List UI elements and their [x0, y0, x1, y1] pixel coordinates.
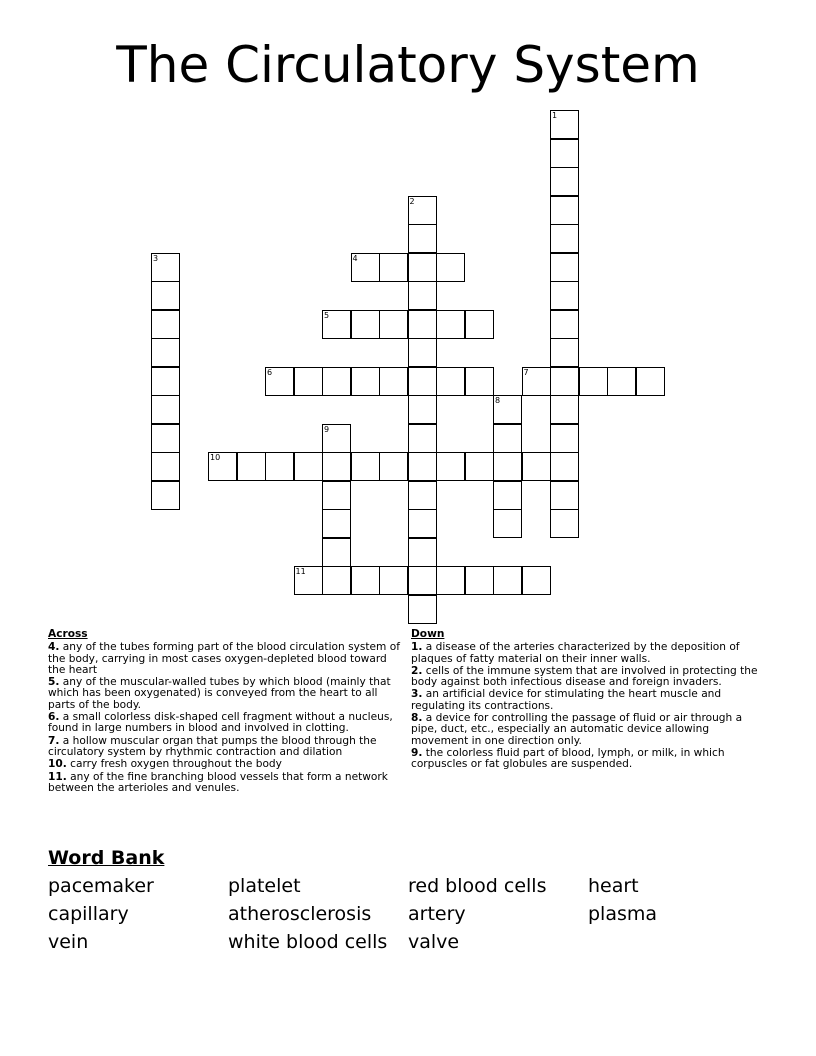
crossword-cell[interactable]	[322, 481, 351, 510]
across-clue	[48, 677, 402, 711]
crossword-cell[interactable]	[465, 452, 494, 481]
clue-number: 6	[267, 367, 273, 377]
crossword-cell[interactable]	[465, 310, 494, 339]
crossword-cell[interactable]	[522, 452, 551, 481]
across-clues	[48, 629, 402, 795]
crossword-cell[interactable]	[151, 367, 180, 396]
crossword-cell[interactable]	[379, 367, 408, 396]
crossword-cell[interactable]	[408, 395, 437, 424]
crossword-cell[interactable]	[550, 509, 579, 538]
clue-number: 2	[409, 196, 415, 206]
clue-label: 3.	[411, 688, 423, 701]
clue-text: a hollow muscular organ that pumps the blood through the circulatory system by rhythmic contraction and dilation	[48, 734, 377, 758]
clue-number: 1	[552, 111, 558, 120]
word-bank-item: capillary	[48, 903, 129, 925]
crossword-cell[interactable]	[237, 452, 266, 481]
crossword-cell[interactable]	[265, 367, 294, 396]
crossword-cell[interactable]	[436, 566, 465, 595]
crossword-cell[interactable]	[550, 196, 579, 225]
crossword-cell[interactable]	[493, 566, 522, 595]
crossword-cell[interactable]	[465, 566, 494, 595]
crossword-cell[interactable]	[408, 595, 437, 624]
down-clue	[411, 748, 767, 771]
word-bank-item: vein	[48, 931, 89, 953]
word-bank-item: atherosclerosis	[228, 903, 372, 925]
crossword-cell[interactable]	[522, 566, 551, 595]
crossword-cell[interactable]	[351, 253, 380, 282]
down-clues	[411, 629, 767, 772]
clue-text: any of the fine branching blood vessels that form a network between the arterioles and venules.	[48, 770, 388, 794]
crossword-cell[interactable]	[550, 481, 579, 510]
clue-text: an artificial device for stimulating the heart muscle and regulating its contractions.	[411, 688, 722, 712]
crossword-cell[interactable]	[322, 538, 351, 567]
crossword-cell[interactable]	[408, 509, 437, 538]
word-bank-item: heart	[588, 875, 639, 897]
crossword-cell[interactable]	[351, 566, 380, 595]
clue-text: any of the tubes forming part of the blood circulation system of the body, carrying in most cases oxygen-depleted blood toward the heart	[48, 641, 400, 676]
crossword-cell[interactable]	[379, 310, 408, 339]
crossword-cell[interactable]	[436, 310, 465, 339]
crossword-cell[interactable]	[294, 367, 323, 396]
crossword-cell[interactable]	[294, 566, 323, 595]
clue-label: 9.	[411, 746, 423, 759]
crossword-cell[interactable]	[151, 395, 180, 424]
clue-label: 7.	[48, 734, 60, 747]
crossword-cell[interactable]	[493, 509, 522, 538]
crossword-cell[interactable]	[408, 253, 437, 282]
across-heading: Across	[48, 628, 88, 640]
clue-text: a device for controlling the passage of fluid or air through a pipe, duct, etc., especially an automatic device allowing movement in one direction only.	[411, 712, 743, 747]
across-clue	[48, 759, 402, 770]
crossword-cell[interactable]	[151, 338, 180, 367]
crossword-cell[interactable]	[550, 253, 579, 282]
crossword-cell[interactable]	[322, 509, 351, 538]
down-heading: Down	[411, 628, 445, 640]
clue-label: 6.	[48, 711, 60, 724]
crossword-cell[interactable]	[408, 281, 437, 310]
crossword-cell[interactable]	[436, 253, 465, 282]
word-bank-item: red blood cells	[408, 875, 547, 897]
word-bank-item: white blood cells	[228, 931, 388, 953]
crossword-cell[interactable]	[408, 196, 437, 225]
crossword-cell[interactable]	[408, 338, 437, 367]
crossword-cell[interactable]	[408, 538, 437, 567]
crossword-cell[interactable]	[522, 367, 551, 396]
clue-label: 2.	[411, 664, 423, 677]
crossword-cell[interactable]	[151, 481, 180, 510]
across-clue	[48, 736, 402, 759]
clue-number: 10	[210, 453, 221, 462]
clue-text: a disease of the arteries characterized by the deposition of plaques of fatty material on their inner walls.	[411, 641, 740, 665]
crossword-cell[interactable]	[436, 367, 465, 396]
clue-label: 10.	[48, 758, 67, 771]
word-bank-item: artery	[408, 903, 466, 925]
word-bank	[48, 872, 768, 956]
crossword-cell[interactable]	[579, 367, 608, 396]
crossword-cell[interactable]	[550, 395, 579, 424]
crossword-cell[interactable]	[550, 281, 579, 310]
clue-number: 4	[352, 253, 358, 263]
crossword-cell[interactable]	[322, 452, 351, 481]
crossword-cell[interactable]	[550, 139, 579, 168]
clue-label: 4.	[48, 641, 60, 654]
crossword-cell[interactable]	[322, 367, 351, 396]
across-clue	[48, 772, 402, 795]
clue-text: the colorless fluid part of blood, lymph, or milk, in which corpuscles or fat globules are suspended.	[411, 746, 725, 771]
crossword-cell[interactable]	[550, 424, 579, 453]
down-clue	[411, 642, 767, 665]
clue-text: a small colorless disk-shaped cell fragment without a nucleus, found in large numbers in blood and involved in clotting.	[48, 711, 393, 735]
crossword-cell[interactable]	[607, 367, 636, 396]
crossword-cell[interactable]	[493, 395, 522, 424]
clue-number: 7	[523, 367, 529, 377]
crossword-cell[interactable]	[408, 310, 437, 339]
crossword-cell[interactable]	[493, 452, 522, 481]
crossword-cell[interactable]	[550, 310, 579, 339]
crossword-cell[interactable]	[408, 566, 437, 595]
crossword-cell[interactable]	[151, 281, 180, 310]
clue-number: 3	[153, 253, 159, 263]
crossword-cell[interactable]	[550, 167, 579, 196]
crossword-cell[interactable]	[550, 224, 579, 253]
crossword-cell[interactable]	[379, 566, 408, 595]
word-bank-title: Word Bank	[48, 847, 165, 869]
crossword-cell[interactable]	[151, 310, 180, 339]
crossword-cell[interactable]	[408, 452, 437, 481]
clue-number: 9	[324, 424, 330, 434]
clue-number: 11	[295, 567, 306, 576]
word-bank-item: valve	[408, 931, 460, 953]
crossword-cell[interactable]	[408, 367, 437, 396]
word-bank-item: plasma	[588, 903, 658, 925]
crossword-cell[interactable]	[379, 253, 408, 282]
crossword-cell[interactable]	[436, 452, 465, 481]
crossword-cell[interactable]	[550, 338, 579, 367]
crossword-cell[interactable]	[408, 224, 437, 253]
crossword-cell[interactable]	[151, 253, 180, 282]
clue-text: cells of the immune system that are involved in protecting the body against both infectious disease and foreign invaders.	[411, 664, 758, 689]
across-clue	[48, 712, 402, 735]
down-clue	[411, 689, 767, 712]
clue-text: any of the muscular-walled tubes by which blood (mainly that which has been oxygenated) is conveyed from the heart to all parts of the body.	[48, 676, 391, 711]
word-bank-item: pacemaker	[48, 875, 154, 897]
crossword-cell[interactable]	[294, 452, 323, 481]
clue-label: 8.	[411, 712, 423, 725]
word-bank-item: platelet	[228, 875, 301, 897]
crossword-cell[interactable]	[151, 452, 180, 481]
page-title: The Circulatory System	[116, 36, 700, 94]
crossword-cell[interactable]	[351, 310, 380, 339]
crossword-cell[interactable]	[322, 566, 351, 595]
crossword-cell[interactable]	[636, 367, 665, 396]
crossword-cell[interactable]	[493, 424, 522, 453]
crossword-cell[interactable]	[322, 310, 351, 339]
crossword-cell[interactable]	[550, 367, 579, 396]
crossword-cell[interactable]	[379, 452, 408, 481]
across-clue	[48, 642, 402, 676]
crossword-cell[interactable]	[351, 367, 380, 396]
clue-label: 1.	[411, 641, 423, 654]
clue-label: 5.	[48, 676, 60, 689]
clue-number: 5	[324, 310, 330, 320]
crossword-cell[interactable]	[550, 110, 579, 139]
crossword-cell[interactable]	[408, 424, 437, 453]
crossword-cell[interactable]	[550, 452, 579, 481]
down-clue	[411, 666, 767, 689]
clue-label: 11.	[48, 770, 67, 783]
crossword-cell[interactable]	[465, 367, 494, 396]
crossword-cell[interactable]	[408, 481, 437, 510]
crossword-cell[interactable]	[493, 481, 522, 510]
crossword-cell[interactable]	[322, 424, 351, 453]
crossword-cell[interactable]	[151, 424, 180, 453]
crossword-cell[interactable]	[351, 452, 380, 481]
crossword-cell[interactable]	[265, 452, 294, 481]
crossword-cell[interactable]	[208, 452, 237, 481]
clue-number: 8	[495, 396, 501, 405]
down-clue	[411, 713, 767, 747]
clue-text: carry fresh oxygen throughout the body	[70, 758, 282, 771]
